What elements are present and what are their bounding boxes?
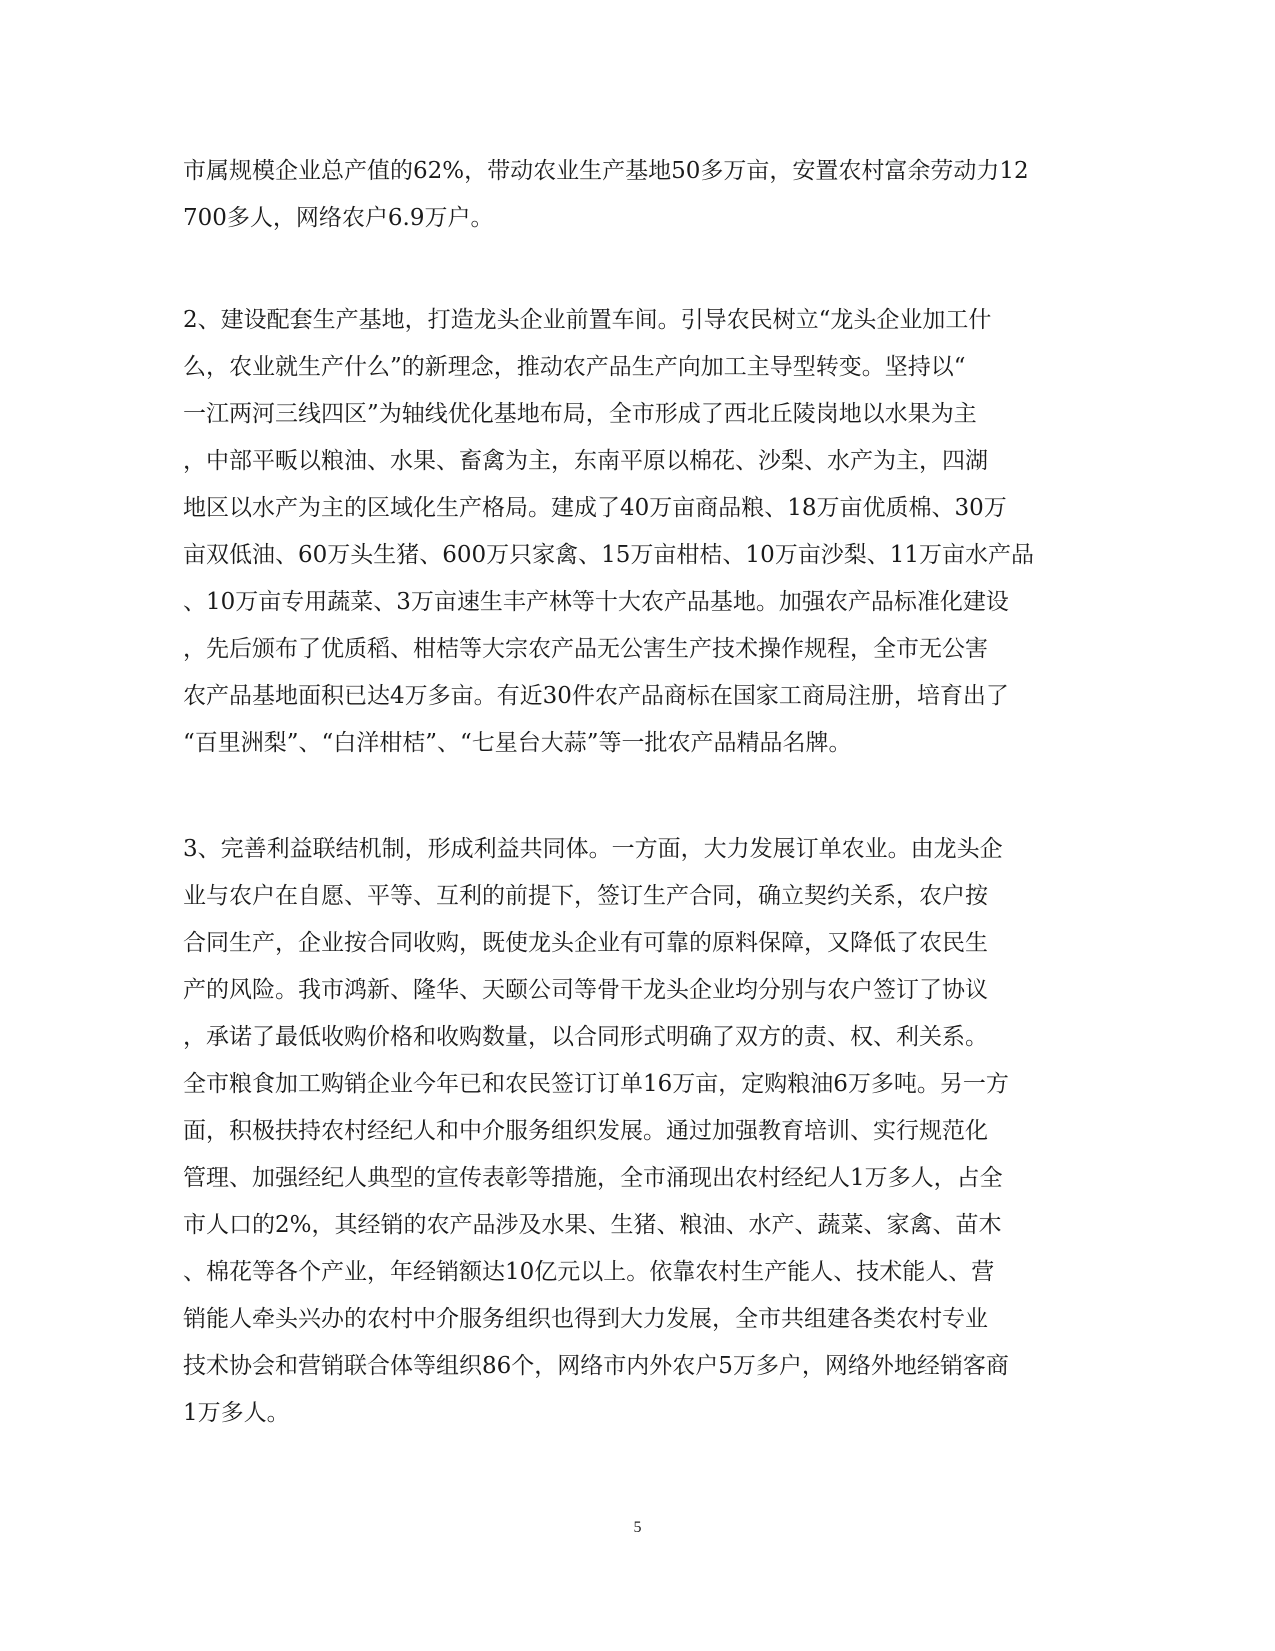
page-number: 5 xyxy=(633,1519,642,1536)
text-line: 销能人牵头兴办的农村中介服务组织也得到大力发展，全市共组建各类农村专业 xyxy=(183,1306,988,1332)
text-line: 业与农户在自愿、平等、互利的前提下，签订生产合同，确立契约关系，农户按 xyxy=(183,883,988,909)
text-line: ，中部平畈以粮油、水果、畜禽为主，东南平原以棉花、沙梨、水产为主，四湖 xyxy=(183,448,988,474)
text-line: “百里洲梨”、“白洋柑桔”、“七星台大蒜”等一批农产品精品名牌。 xyxy=(183,730,852,756)
text-line: 全市粮食加工购销企业今年已和农民签订订单16万亩，定购粮油6万多吨。另一方 xyxy=(183,1071,1009,1097)
text-line: 、棉花等各个产业，年经销额达10亿元以上。依靠农村生产能人、技术能人、营 xyxy=(183,1259,995,1285)
text-line: 1万多人。 xyxy=(183,1400,290,1426)
paragraph-2 xyxy=(183,297,1088,767)
text-line: 2、建设配套生产基地，打造龙头企业前置车间。引导农民树立“龙头企业加工什 xyxy=(183,307,992,333)
text-line: 合同生产，企业按合同收购，既使龙头企业有可靠的原料保障，又降低了农民生 xyxy=(183,930,988,956)
text-line: 地区以水产为主的区域化生产格局。建成了40万亩商品粮、18万亩优质棉、30万 xyxy=(183,495,1007,521)
text-line: 产的风险。我市鸿新、隆华、天颐公司等骨干龙头企业均分别与农户签订了协议 xyxy=(183,977,988,1003)
text-line: 管理、加强经纪人典型的宣传表彰等措施，全市涌现出农村经纪人1万多人，占全 xyxy=(183,1165,1003,1191)
text-line: 技术协会和营销联合体等组织86个，网络市内外农户5万多户，网络外地经销客商 xyxy=(183,1353,1009,1379)
paragraph-1 xyxy=(183,148,1088,242)
text-line: 一江两河三线四区”为轴线优化基地布局，全市形成了西北丘陵岗地以水果为主 xyxy=(183,401,977,427)
paragraph-3 xyxy=(183,826,1088,1437)
text-line: 农产品基地面积已达4万多亩。有近30件农产品商标在国家工商局注册，培育出了 xyxy=(183,683,1009,709)
text-line: 、10万亩专用蔬菜、3万亩速生丰产林等十大农产品基地。加强农产品标准化建设 xyxy=(183,589,1009,615)
text-line: 3、完善利益联结机制，形成利益共同体。一方面，大力发展订单农业。由龙头企 xyxy=(183,836,1003,862)
text-line: 亩双低油、60万头生猪、600万只家禽、15万亩柑桔、10万亩沙梨、11万亩水产品 xyxy=(183,542,1034,568)
text-line: 么，农业就生产什么”的新理念，推动农产品生产向加工主导型转变。坚持以“ xyxy=(183,354,966,380)
text-line: 市属规模企业总产值的62%，带动农业生产基地50多万亩，安置农村富余劳动力12 xyxy=(183,158,1029,184)
text-line: 700多人，网络农户6.9万户。 xyxy=(183,205,494,231)
text-line: 面，积极扶持农村经纪人和中介服务组织发展。通过加强教育培训、实行规范化 xyxy=(183,1118,988,1144)
text-line: ，承诺了最低收购价格和收购数量，以合同形式明确了双方的责、权、利关系。 xyxy=(183,1024,988,1050)
text-line: ，先后颁布了优质稻、柑桔等大宗农产品无公害生产技术操作规程，全市无公害 xyxy=(183,636,988,662)
text-line: 市人口的2%，其经销的农产品涉及水果、生猪、粮油、水产、蔬菜、家禽、苗木 xyxy=(183,1212,1002,1238)
